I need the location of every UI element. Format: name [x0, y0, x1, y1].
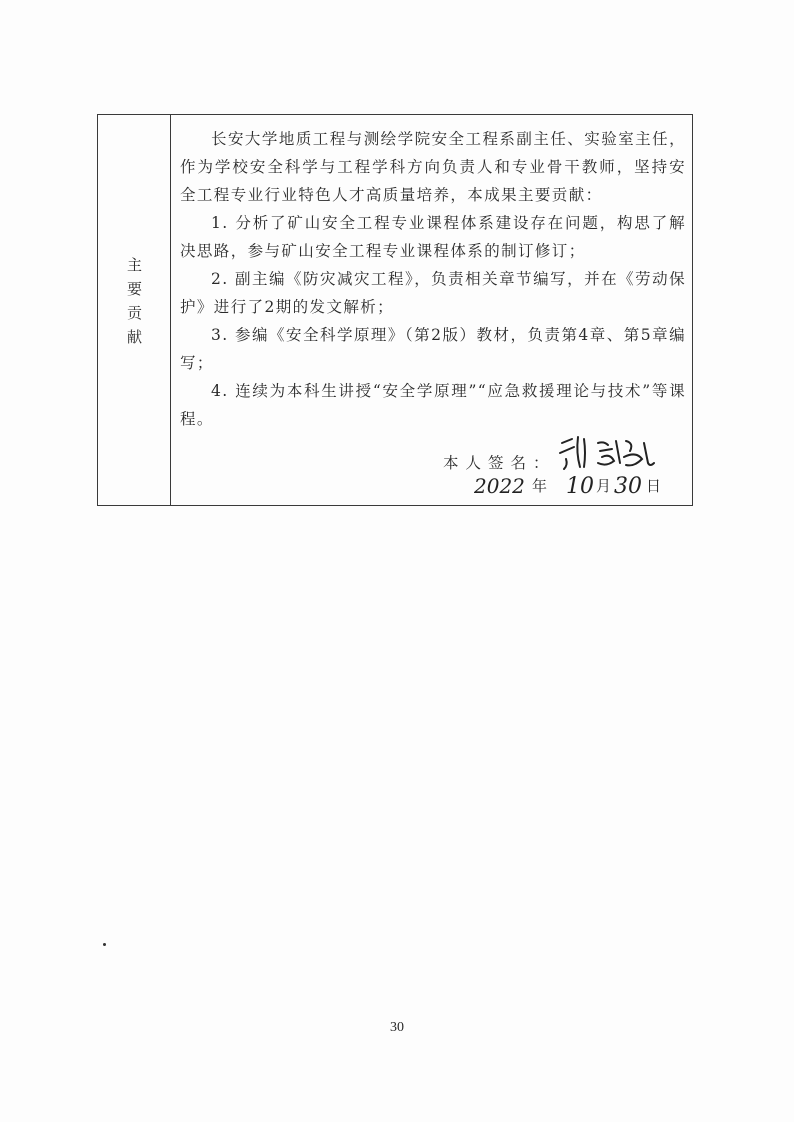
date-day-unit: 日 [646, 477, 662, 495]
contribution-content [172, 125, 686, 433]
date-month-unit: 月 [596, 477, 612, 495]
handwritten-date [474, 467, 674, 503]
date-month: 10 [566, 474, 594, 499]
label-char: 要 [126, 280, 142, 298]
date-day: 30 [614, 474, 642, 499]
scan-speck [103, 943, 106, 946]
page-number: 30 [390, 1020, 404, 1035]
date-year-unit: 年 [532, 477, 548, 495]
contribution-item: 2. 副主编《防灾减灾工程》，负责相关章节编写，并在《劳动保护》进行了2期的发文解析； [180, 270, 686, 316]
contribution-item: 3. 参编《安全科学原理》（第2版）教材，负责第4章、第5章编写； [180, 326, 686, 372]
label-column [98, 115, 171, 505]
signature-label: 本人签名： [443, 454, 556, 472]
date-year: 2022 [474, 474, 525, 498]
intro-paragraph: 长安大学地质工程与测绘学院安全工程系副主任、实验室主任，作为学校安全科学与工程学科方向负责人和专业骨干教师，坚持安全工程专业行业特色人才高质量培养，本成果主要贡献： [180, 130, 686, 204]
label-char: 主 [126, 256, 142, 274]
label-char: 贡 [126, 304, 142, 322]
contribution-table [97, 114, 693, 506]
contribution-item: 1. 分析了矿山安全工程专业课程体系建设存在问题，构思了解决思路，参与矿山安全工程专业课程体系的制订修订； [180, 214, 686, 260]
main-contribution-label [98, 253, 171, 349]
contribution-item: 4. 连续为本科生讲授“安全学原理”“应急救援理论与技术”等课程。 [180, 382, 686, 428]
label-char: 献 [126, 328, 142, 346]
